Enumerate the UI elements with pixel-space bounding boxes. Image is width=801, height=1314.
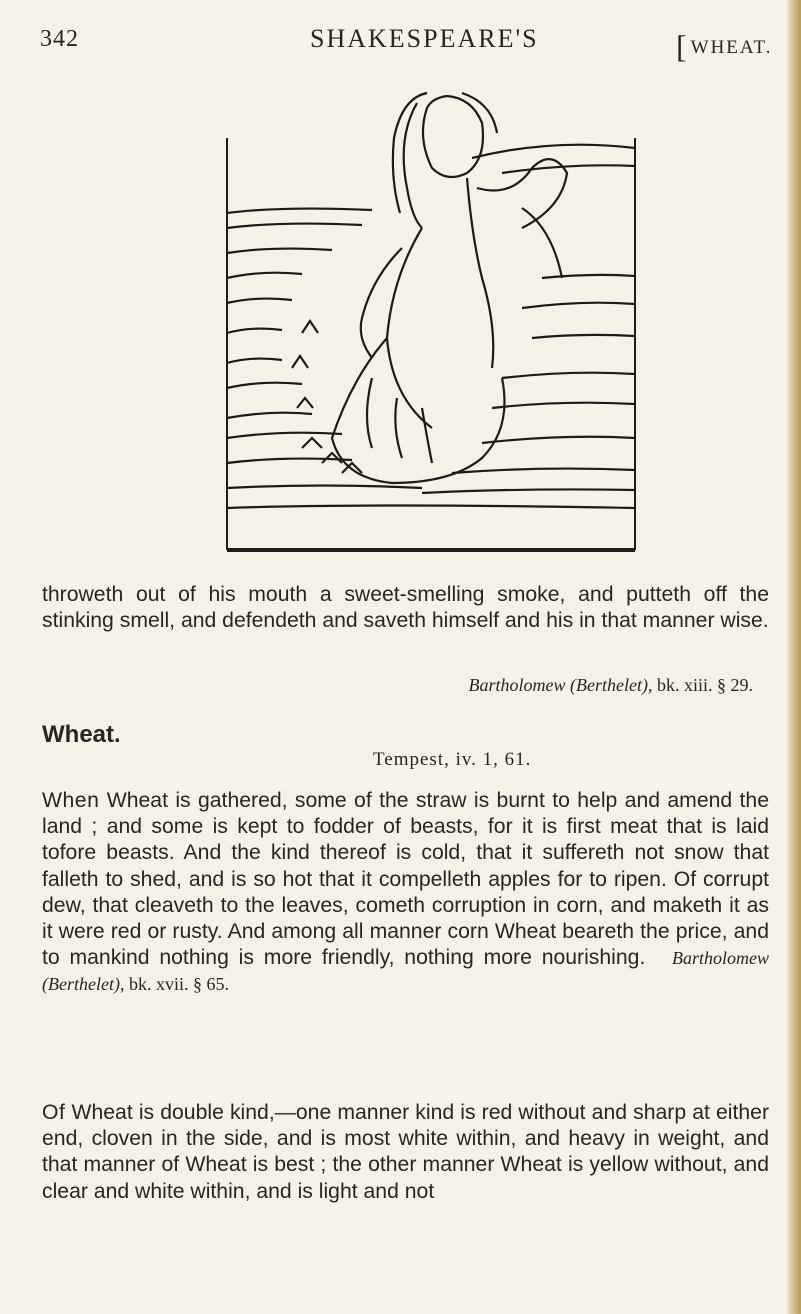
p1-citation-work: (Berthelet) [42, 974, 120, 995]
paragraph-one-lead: When [42, 789, 100, 812]
running-title: SHAKESPEARE'S [310, 24, 539, 53]
continuation-paragraph [42, 582, 769, 634]
citation-ref: , bk. xiii. § 29. [647, 675, 753, 695]
paragraph-two [42, 1100, 769, 1205]
page-edge [787, 0, 801, 1314]
p1-citation-ref: , bk. xvii. § 65. [119, 974, 229, 995]
page-header [0, 22, 801, 62]
p1-citation-author: Bartholomew [672, 948, 769, 969]
paragraph-one-text: Wheat is gathered, some of the straw is burnt to help and amend the land ; and some is kept to fodder of beasts, for it is first meat that is laid tofore beasts. And the kind thereof is cold, that it suffereth not snow that falleth to shed, and is so hot that it compelleth apples for to ripen. Of corrupt dew, that cleaveth to the leaves, cometh corruption in corn, and maketh it as it were red or rusty. And among all manner corn Wheat beareth the price, and to mankind nothing is more friendly, nothing more nourishing. [42, 789, 769, 970]
citation-author: Bartholomew [468, 675, 566, 695]
paragraph-one [42, 788, 769, 998]
continuation-citation [469, 675, 753, 696]
paragraph-one-body [42, 788, 769, 998]
section-tag: [ WHEAT. [676, 28, 773, 64]
section-heading: Wheat. [42, 721, 121, 748]
continuation-text: throweth out of his mouth a sweet-smelling smoke, and putteth off the stinking smell, and defendeth and saveth himself and his in that manner wise. [42, 583, 769, 633]
section-tag-text: WHEAT. [690, 37, 773, 58]
paragraph-two-lead: Of [42, 1101, 66, 1124]
section-reference: Tempest, iv. 1, 61. [373, 749, 532, 770]
citation-work: (Berthelet) [570, 675, 648, 695]
page-number: 342 [40, 26, 79, 52]
paragraph-two-body [42, 1100, 769, 1205]
paragraph-two-text: Wheat is double kind,—one manner kind is red without and sharp at either end, cloven in the side, and is most white within, and heavy in weight, and that manner of Wheat is best ; the other manner Wheat is yellow without, and clear and white within, and is light and not [42, 1101, 769, 1203]
mermaid-woodcut-illustration [222, 78, 640, 556]
